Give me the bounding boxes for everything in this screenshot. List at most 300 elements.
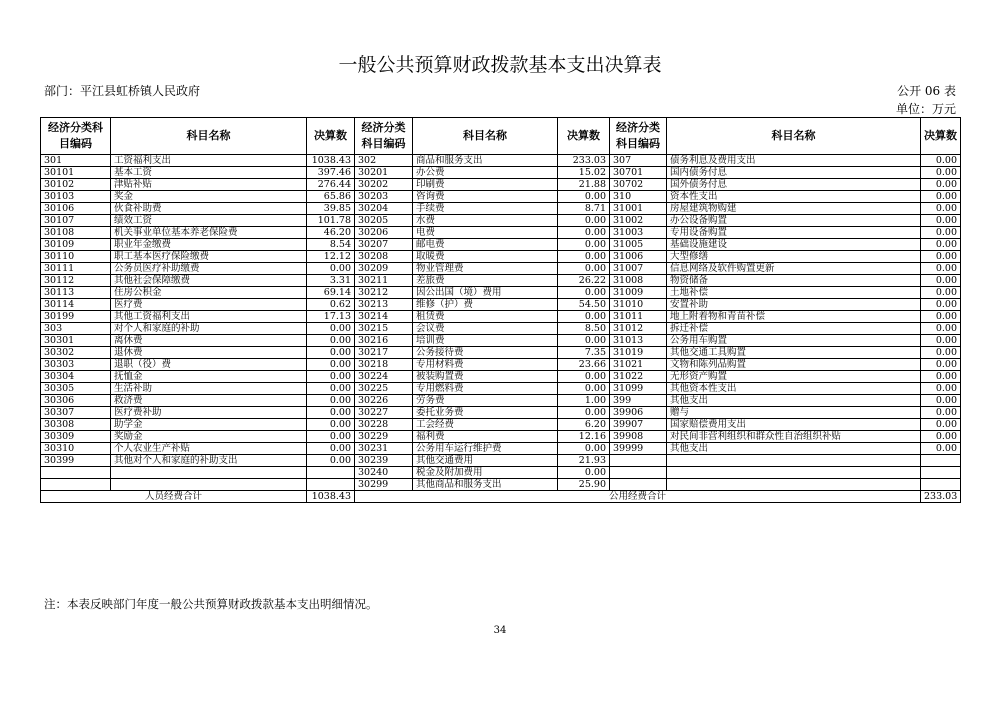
cell-name-2: 被装购置费 (413, 371, 558, 383)
cell-name-2: 电费 (413, 227, 558, 239)
cell-name-3: 国家赔偿费用支出 (667, 419, 921, 431)
cell-name-1: 离休费 (111, 335, 307, 347)
cell-name-1: 绩效工资 (111, 215, 307, 227)
cell-code-2: 30228 (355, 419, 413, 431)
cell-amount-3: 0.00 (921, 359, 961, 371)
cell-code-3: 31001 (610, 203, 667, 215)
cell-code-3: 307 (610, 155, 667, 167)
cell-name-3: 国外债务付息 (667, 179, 921, 191)
cell-code-3: 31022 (610, 371, 667, 383)
cell-amount-2: 0.00 (558, 251, 610, 263)
cell-name-1: 医疗费补助 (111, 407, 307, 419)
cell-amount-3: 0.00 (921, 419, 961, 431)
cell-code-1: 303 (41, 323, 111, 335)
cell-code-3: 31013 (610, 335, 667, 347)
cell-name-3: 信息网络及软件购置更新 (667, 263, 921, 275)
cell-name-3: 公务用车购置 (667, 335, 921, 347)
cell-code-1: 30106 (41, 203, 111, 215)
table-body (41, 155, 961, 491)
cell-code-1: 30114 (41, 299, 111, 311)
table-row (41, 299, 961, 311)
cell-code-3: 39906 (610, 407, 667, 419)
public-total-label: 公用经费合计 (355, 491, 921, 503)
cell-code-2: 30214 (355, 311, 413, 323)
cell-code-1: 30309 (41, 431, 111, 443)
cell-name-3: 文物和陈列品购置 (667, 359, 921, 371)
cell-code-2: 30213 (355, 299, 413, 311)
cell-code-2: 30227 (355, 407, 413, 419)
cell-amount-1: 46.20 (307, 227, 355, 239)
cell-name-1: 公务员医疗补助缴费 (111, 263, 307, 275)
cell-code-1: 30301 (41, 335, 111, 347)
cell-amount-2: 8.50 (558, 323, 610, 335)
cell-code-2: 30299 (355, 479, 413, 491)
header-code-1: 经济分类科目编码 (41, 118, 111, 155)
cell-code-2: 30239 (355, 455, 413, 467)
cell-amount-3: 0.00 (921, 347, 961, 359)
cell-amount-2: 0.00 (558, 239, 610, 251)
table-row (41, 455, 961, 467)
header-amount-1: 决算数 (307, 118, 355, 155)
cell-amount-1: 0.00 (307, 371, 355, 383)
cell-amount-3: 0.00 (921, 299, 961, 311)
cell-name-2: 工会经费 (413, 419, 558, 431)
cell-amount-1: 69.14 (307, 287, 355, 299)
cell-amount-3: 0.00 (921, 203, 961, 215)
cell-code-3: 31002 (610, 215, 667, 227)
cell-code-2: 30218 (355, 359, 413, 371)
table-row (41, 227, 961, 239)
cell-code-2: 30208 (355, 251, 413, 263)
cell-amount-1: 8.54 (307, 239, 355, 251)
cell-code-2: 30215 (355, 323, 413, 335)
cell-amount-2: 0.00 (558, 287, 610, 299)
department-label: 部门：平江县虹桥镇人民政府 (44, 84, 201, 98)
cell-amount-3: 0.00 (921, 251, 961, 263)
cell-code-2: 30231 (355, 443, 413, 455)
table-row (41, 179, 961, 191)
cell-name-2: 维修（护）费 (413, 299, 558, 311)
cell-name-2: 因公出国（境）费用 (413, 287, 558, 299)
table-row (41, 215, 961, 227)
cell-code-1: 30304 (41, 371, 111, 383)
cell-code-3: 31006 (610, 251, 667, 263)
cell-code-1: 30308 (41, 419, 111, 431)
cell-name-1: 抚恤金 (111, 371, 307, 383)
cell-amount-1: 0.00 (307, 407, 355, 419)
cell-code-1: 30302 (41, 347, 111, 359)
cell-name-1: 住房公积金 (111, 287, 307, 299)
cell-amount-3: 0.00 (921, 407, 961, 419)
cell-code-3: 31019 (610, 347, 667, 359)
cell-amount-2: 0.00 (558, 371, 610, 383)
cell-code-3: 31011 (610, 311, 667, 323)
cell-name-2: 租赁费 (413, 311, 558, 323)
cell-name-3: 安置补助 (667, 299, 921, 311)
page-title: 一般公共预算财政拨款基本支出决算表 (338, 54, 662, 76)
table-row (41, 383, 961, 395)
cell-code-3: 31010 (610, 299, 667, 311)
cell-name-3: 专用设备购置 (667, 227, 921, 239)
cell-amount-3: 0.00 (921, 191, 961, 203)
cell-amount-3: 0.00 (921, 323, 961, 335)
table-row (41, 287, 961, 299)
cell-name-3: 基础设施建设 (667, 239, 921, 251)
table-row (41, 167, 961, 179)
cell-code-1: 301 (41, 155, 111, 167)
cell-name-2: 劳务费 (413, 395, 558, 407)
cell-amount-3: 0.00 (921, 167, 961, 179)
cell-code-2: 30201 (355, 167, 413, 179)
cell-name-3: 房屋建筑物购建 (667, 203, 921, 215)
cell-code-1: 30109 (41, 239, 111, 251)
cell-amount-3: 0.00 (921, 179, 961, 191)
table-row (41, 407, 961, 419)
cell-code-2: 30202 (355, 179, 413, 191)
cell-amount-1: 0.00 (307, 323, 355, 335)
cell-code-2: 30224 (355, 371, 413, 383)
cell-amount-3: 0.00 (921, 443, 961, 455)
cell-name-1: 基本工资 (111, 167, 307, 179)
cell-name-3: 对民间非营利组织和群众性自治组织补贴 (667, 431, 921, 443)
personnel-total-label: 人员经费合计 (41, 491, 307, 503)
cell-amount-2: 21.88 (558, 179, 610, 191)
footnote: 注：本表反映部门年度一般公共预算财政拨款基本支出明细情况。 (44, 597, 378, 611)
cell-name-2: 水费 (413, 215, 558, 227)
cell-amount-1: 39.85 (307, 203, 355, 215)
cell-amount-2: 0.00 (558, 215, 610, 227)
cell-name-3 (667, 467, 921, 479)
cell-name-3: 物资储备 (667, 275, 921, 287)
cell-name-2: 公务接待费 (413, 347, 558, 359)
cell-name-3: 土地补偿 (667, 287, 921, 299)
unit-label: 单位：万元 (895, 102, 956, 116)
cell-name-3: 债务利息及费用支出 (667, 155, 921, 167)
cell-code-1: 30399 (41, 455, 111, 467)
cell-name-1: 伙食补助费 (111, 203, 307, 215)
cell-code-3: 31003 (610, 227, 667, 239)
cell-code-1: 30307 (41, 407, 111, 419)
table-row (41, 371, 961, 383)
cell-code-2: 302 (355, 155, 413, 167)
table-header-row (41, 118, 961, 155)
cell-code-3: 31008 (610, 275, 667, 287)
cell-name-2: 印刷费 (413, 179, 558, 191)
cell-amount-2: 26.22 (558, 275, 610, 287)
table-row (41, 203, 961, 215)
cell-code-1: 30305 (41, 383, 111, 395)
cell-code-1: 30111 (41, 263, 111, 275)
cell-code-1: 30310 (41, 443, 111, 455)
cell-code-1: 30113 (41, 287, 111, 299)
cell-amount-2: 7.35 (558, 347, 610, 359)
cell-name-2: 委托业务费 (413, 407, 558, 419)
cell-amount-1 (307, 467, 355, 479)
cell-name-1: 奖励金 (111, 431, 307, 443)
cell-name-2: 税金及附加费用 (413, 467, 558, 479)
cell-amount-1: 0.00 (307, 347, 355, 359)
cell-amount-1: 0.00 (307, 443, 355, 455)
cell-name-2: 福利费 (413, 431, 558, 443)
cell-name-2: 公务用车运行维护费 (413, 443, 558, 455)
cell-amount-3: 0.00 (921, 275, 961, 287)
cell-name-1: 医疗费 (111, 299, 307, 311)
cell-code-1: 30107 (41, 215, 111, 227)
cell-amount-3: 0.00 (921, 215, 961, 227)
cell-amount-2: 25.90 (558, 479, 610, 491)
cell-name-2: 专用燃料费 (413, 383, 558, 395)
cell-amount-2: 1.00 (558, 395, 610, 407)
cell-name-1: 机关事业单位基本养老保险费 (111, 227, 307, 239)
cell-name-1: 个人农业生产补贴 (111, 443, 307, 455)
cell-name-3: 国内债务付息 (667, 167, 921, 179)
cell-code-3 (610, 467, 667, 479)
cell-name-3: 无形资产购置 (667, 371, 921, 383)
cell-code-1: 30103 (41, 191, 111, 203)
cell-code-3 (610, 455, 667, 467)
cell-name-3: 其他支出 (667, 395, 921, 407)
cell-amount-2: 233.03 (558, 155, 610, 167)
cell-amount-3 (921, 479, 961, 491)
cell-amount-3: 0.00 (921, 395, 961, 407)
cell-name-3: 其他支出 (667, 443, 921, 455)
expenditure-table (40, 117, 961, 503)
cell-amount-1: 12.12 (307, 251, 355, 263)
cell-amount-2: 6.20 (558, 419, 610, 431)
cell-amount-1: 1038.43 (307, 155, 355, 167)
cell-amount-1: 397.46 (307, 167, 355, 179)
table-row (41, 263, 961, 275)
cell-code-2: 30240 (355, 467, 413, 479)
table-row (41, 467, 961, 479)
cell-amount-1: 3.31 (307, 275, 355, 287)
cell-amount-2: 0.00 (558, 467, 610, 479)
cell-code-1 (41, 467, 111, 479)
header-name-2: 科目名称 (413, 118, 558, 155)
cell-code-1: 30110 (41, 251, 111, 263)
cell-name-2: 专用材料费 (413, 359, 558, 371)
cell-code-3: 30701 (610, 167, 667, 179)
cell-amount-2: 0.00 (558, 443, 610, 455)
cell-amount-3: 0.00 (921, 335, 961, 347)
cell-name-1: 工资福利支出 (111, 155, 307, 167)
table-row (41, 431, 961, 443)
cell-name-1: 生活补助 (111, 383, 307, 395)
cell-name-3 (667, 455, 921, 467)
cell-code-2: 30211 (355, 275, 413, 287)
cell-name-2: 邮电费 (413, 239, 558, 251)
cell-amount-3: 0.00 (921, 287, 961, 299)
table-row (41, 191, 961, 203)
cell-amount-2: 12.16 (558, 431, 610, 443)
cell-code-2: 30229 (355, 431, 413, 443)
cell-code-1: 30199 (41, 311, 111, 323)
header-name-1: 科目名称 (111, 118, 307, 155)
cell-name-2: 取暖费 (413, 251, 558, 263)
cell-amount-3: 0.00 (921, 155, 961, 167)
header-name-3: 科目名称 (667, 118, 921, 155)
cell-name-1: 津贴补贴 (111, 179, 307, 191)
cell-code-3: 39907 (610, 419, 667, 431)
cell-amount-3 (921, 455, 961, 467)
cell-amount-2: 15.02 (558, 167, 610, 179)
cell-code-3: 399 (610, 395, 667, 407)
cell-code-2: 30203 (355, 191, 413, 203)
cell-amount-1: 17.13 (307, 311, 355, 323)
cell-amount-2: 0.00 (558, 227, 610, 239)
page-number: 34 (493, 625, 507, 636)
cell-name-1: 奖金 (111, 191, 307, 203)
cell-amount-1: 0.00 (307, 263, 355, 275)
cell-name-2: 培训费 (413, 335, 558, 347)
cell-code-3: 31012 (610, 323, 667, 335)
cell-code-3: 310 (610, 191, 667, 203)
form-number: 公开 06 表 (897, 84, 956, 98)
cell-amount-2: 54.50 (558, 299, 610, 311)
table-row (41, 443, 961, 455)
cell-name-3: 拆迁补偿 (667, 323, 921, 335)
cell-name-1: 其他社会保障缴费 (111, 275, 307, 287)
cell-amount-3: 0.00 (921, 371, 961, 383)
header-amount-3: 决算数 (921, 118, 961, 155)
cell-code-1: 30108 (41, 227, 111, 239)
cell-code-2: 30206 (355, 227, 413, 239)
cell-name-3: 其他资本性支出 (667, 383, 921, 395)
cell-code-3: 31009 (610, 287, 667, 299)
cell-amount-1: 0.00 (307, 431, 355, 443)
cell-code-2: 30226 (355, 395, 413, 407)
table-row (41, 275, 961, 287)
cell-code-3 (610, 479, 667, 491)
cell-name-1: 助学金 (111, 419, 307, 431)
cell-amount-2: 0.00 (558, 335, 610, 347)
cell-amount-3: 0.00 (921, 383, 961, 395)
cell-code-2: 30204 (355, 203, 413, 215)
cell-code-2: 30209 (355, 263, 413, 275)
cell-code-1: 30112 (41, 275, 111, 287)
cell-name-1: 职业年金缴费 (111, 239, 307, 251)
cell-amount-1: 0.00 (307, 419, 355, 431)
personnel-total-value: 1038.43 (307, 491, 355, 503)
table-row (41, 419, 961, 431)
cell-amount-2: 21.93 (558, 455, 610, 467)
totals-row (41, 491, 961, 503)
cell-code-3: 31005 (610, 239, 667, 251)
cell-amount-3: 0.00 (921, 227, 961, 239)
cell-name-1: 退职（役）费 (111, 359, 307, 371)
table-row (41, 251, 961, 263)
cell-code-3: 31021 (610, 359, 667, 371)
cell-amount-2: 8.71 (558, 203, 610, 215)
table-row (41, 479, 961, 491)
cell-name-2: 咨询费 (413, 191, 558, 203)
cell-code-3: 31007 (610, 263, 667, 275)
cell-amount-2: 0.00 (558, 407, 610, 419)
cell-name-3: 地上附着物和青苗补偿 (667, 311, 921, 323)
cell-amount-1: 0.00 (307, 455, 355, 467)
cell-amount-2: 0.00 (558, 311, 610, 323)
cell-amount-3: 0.00 (921, 239, 961, 251)
public-total-value: 233.03 (921, 491, 961, 503)
cell-name-1: 救济费 (111, 395, 307, 407)
cell-amount-2: 0.00 (558, 383, 610, 395)
header-code-3: 经济分类科目编码 (610, 118, 667, 155)
table-row (41, 347, 961, 359)
cell-amount-1: 0.00 (307, 383, 355, 395)
cell-name-3: 办公设备购置 (667, 215, 921, 227)
cell-code-2: 30217 (355, 347, 413, 359)
cell-code-3: 30702 (610, 179, 667, 191)
cell-name-3 (667, 479, 921, 491)
cell-name-3: 资本性支出 (667, 191, 921, 203)
cell-name-1: 退休费 (111, 347, 307, 359)
cell-amount-1: 0.62 (307, 299, 355, 311)
table-row (41, 323, 961, 335)
cell-name-2: 差旅费 (413, 275, 558, 287)
cell-code-2: 30205 (355, 215, 413, 227)
cell-name-1: 职工基本医疗保险缴费 (111, 251, 307, 263)
cell-name-2: 会议费 (413, 323, 558, 335)
cell-code-3: 39999 (610, 443, 667, 455)
cell-amount-1: 65.86 (307, 191, 355, 203)
cell-name-2: 其他交通费用 (413, 455, 558, 467)
table-row (41, 155, 961, 167)
cell-code-3: 31099 (610, 383, 667, 395)
cell-amount-1 (307, 479, 355, 491)
cell-code-1: 30102 (41, 179, 111, 191)
cell-name-3: 其他交通工具购置 (667, 347, 921, 359)
cell-amount-3: 0.00 (921, 263, 961, 275)
cell-name-2: 手续费 (413, 203, 558, 215)
cell-name-2: 商品和服务支出 (413, 155, 558, 167)
cell-amount-1: 276.44 (307, 179, 355, 191)
cell-name-1: 其他工资福利支出 (111, 311, 307, 323)
cell-name-1 (111, 479, 307, 491)
cell-name-3: 大型修缮 (667, 251, 921, 263)
cell-code-1: 30101 (41, 167, 111, 179)
cell-name-1: 其他对个人和家庭的补助支出 (111, 455, 307, 467)
cell-amount-1: 101.78 (307, 215, 355, 227)
header-amount-2: 决算数 (558, 118, 610, 155)
cell-name-1 (111, 467, 307, 479)
cell-amount-3: 0.00 (921, 431, 961, 443)
header-code-2: 经济分类科目编码 (355, 118, 413, 155)
table-row (41, 239, 961, 251)
cell-code-1 (41, 479, 111, 491)
table-row (41, 395, 961, 407)
cell-amount-1: 0.00 (307, 335, 355, 347)
cell-amount-1: 0.00 (307, 359, 355, 371)
cell-code-2: 30216 (355, 335, 413, 347)
cell-code-2: 30207 (355, 239, 413, 251)
cell-amount-2: 23.66 (558, 359, 610, 371)
cell-name-3: 赠与 (667, 407, 921, 419)
cell-amount-2: 0.00 (558, 191, 610, 203)
cell-code-1: 30303 (41, 359, 111, 371)
cell-amount-3 (921, 467, 961, 479)
cell-code-2: 30225 (355, 383, 413, 395)
table-row (41, 359, 961, 371)
cell-code-3: 39908 (610, 431, 667, 443)
cell-amount-1: 0.00 (307, 395, 355, 407)
cell-name-2: 其他商品和服务支出 (413, 479, 558, 491)
cell-code-2: 30212 (355, 287, 413, 299)
table-row (41, 335, 961, 347)
cell-amount-3: 0.00 (921, 311, 961, 323)
cell-name-2: 办公费 (413, 167, 558, 179)
table-row (41, 311, 961, 323)
cell-name-2: 物业管理费 (413, 263, 558, 275)
